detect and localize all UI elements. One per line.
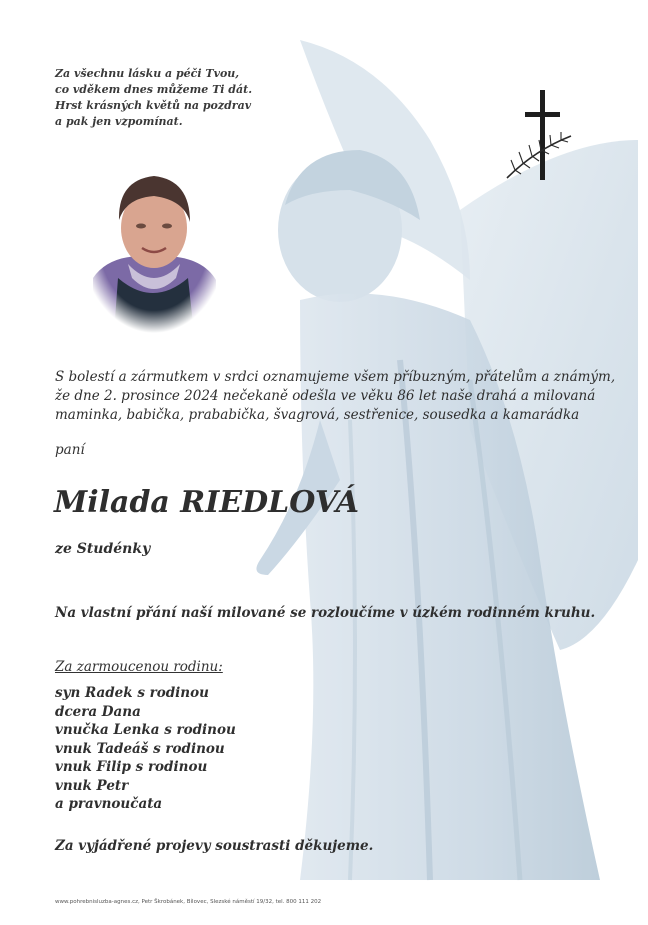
announcement-line: maminka, babička, prababička, švagrová, sestřenice, sousedka a kamarádka <box>55 407 580 423</box>
poem-line: Hrst krásných květů na pozdrav <box>55 99 252 112</box>
funeral-service-footer: www.pohrebnisluzba-agnes.cz, Petr Škrobánek, Bílovec, Slezské náměstí 19/32, tel. 800 111 202 <box>55 899 322 905</box>
announcement-line: že dne 2. prosince 2024 nečekaně odešla ve věku 86 let naše drahá a milovaná <box>55 388 596 404</box>
family-heading: Za zarmoucenou rodinu: <box>55 659 223 675</box>
poem-line: a pak jen vzpomínat. <box>55 115 183 128</box>
family-member: vnuk Filip s rodinou <box>55 759 208 775</box>
poem-line: co vděkem dnes můžeme Ti dát. <box>55 83 253 96</box>
thanks-note: Za vyjádřené projevy soustrasti děkujeme. <box>55 838 374 854</box>
salutation: paní <box>55 442 85 458</box>
family-member: vnuk Tadeáš s rodinou <box>55 740 225 757</box>
poem-line: Za všechnu lásku a péči Tvou, <box>55 67 240 80</box>
death-announcement <box>55 368 615 425</box>
family-member: dcera Dana <box>55 703 141 720</box>
cross-icon <box>505 90 580 182</box>
deceased-name: Milada RIEDLOVÁ <box>54 485 360 520</box>
family-member: vnučka Lenka s rodinou <box>55 722 236 738</box>
deceased-origin: ze Studénky <box>55 541 151 557</box>
family-member: a pravnoučata <box>55 796 163 812</box>
family-member: vnuk Petr <box>55 777 129 794</box>
farewell-wish: Na vlastní přání naší milované se rozloučíme v úzkém rodinném kruhu. <box>55 605 596 621</box>
family-member: syn Radek s rodinou <box>55 685 209 701</box>
announcement-line: S bolestí a zármutkem v srdci oznamujeme všem příbuzným, přátelům a známým, <box>55 369 616 385</box>
family-list <box>55 684 236 814</box>
poem <box>55 66 252 130</box>
deceased-portrait-photo <box>88 168 220 333</box>
